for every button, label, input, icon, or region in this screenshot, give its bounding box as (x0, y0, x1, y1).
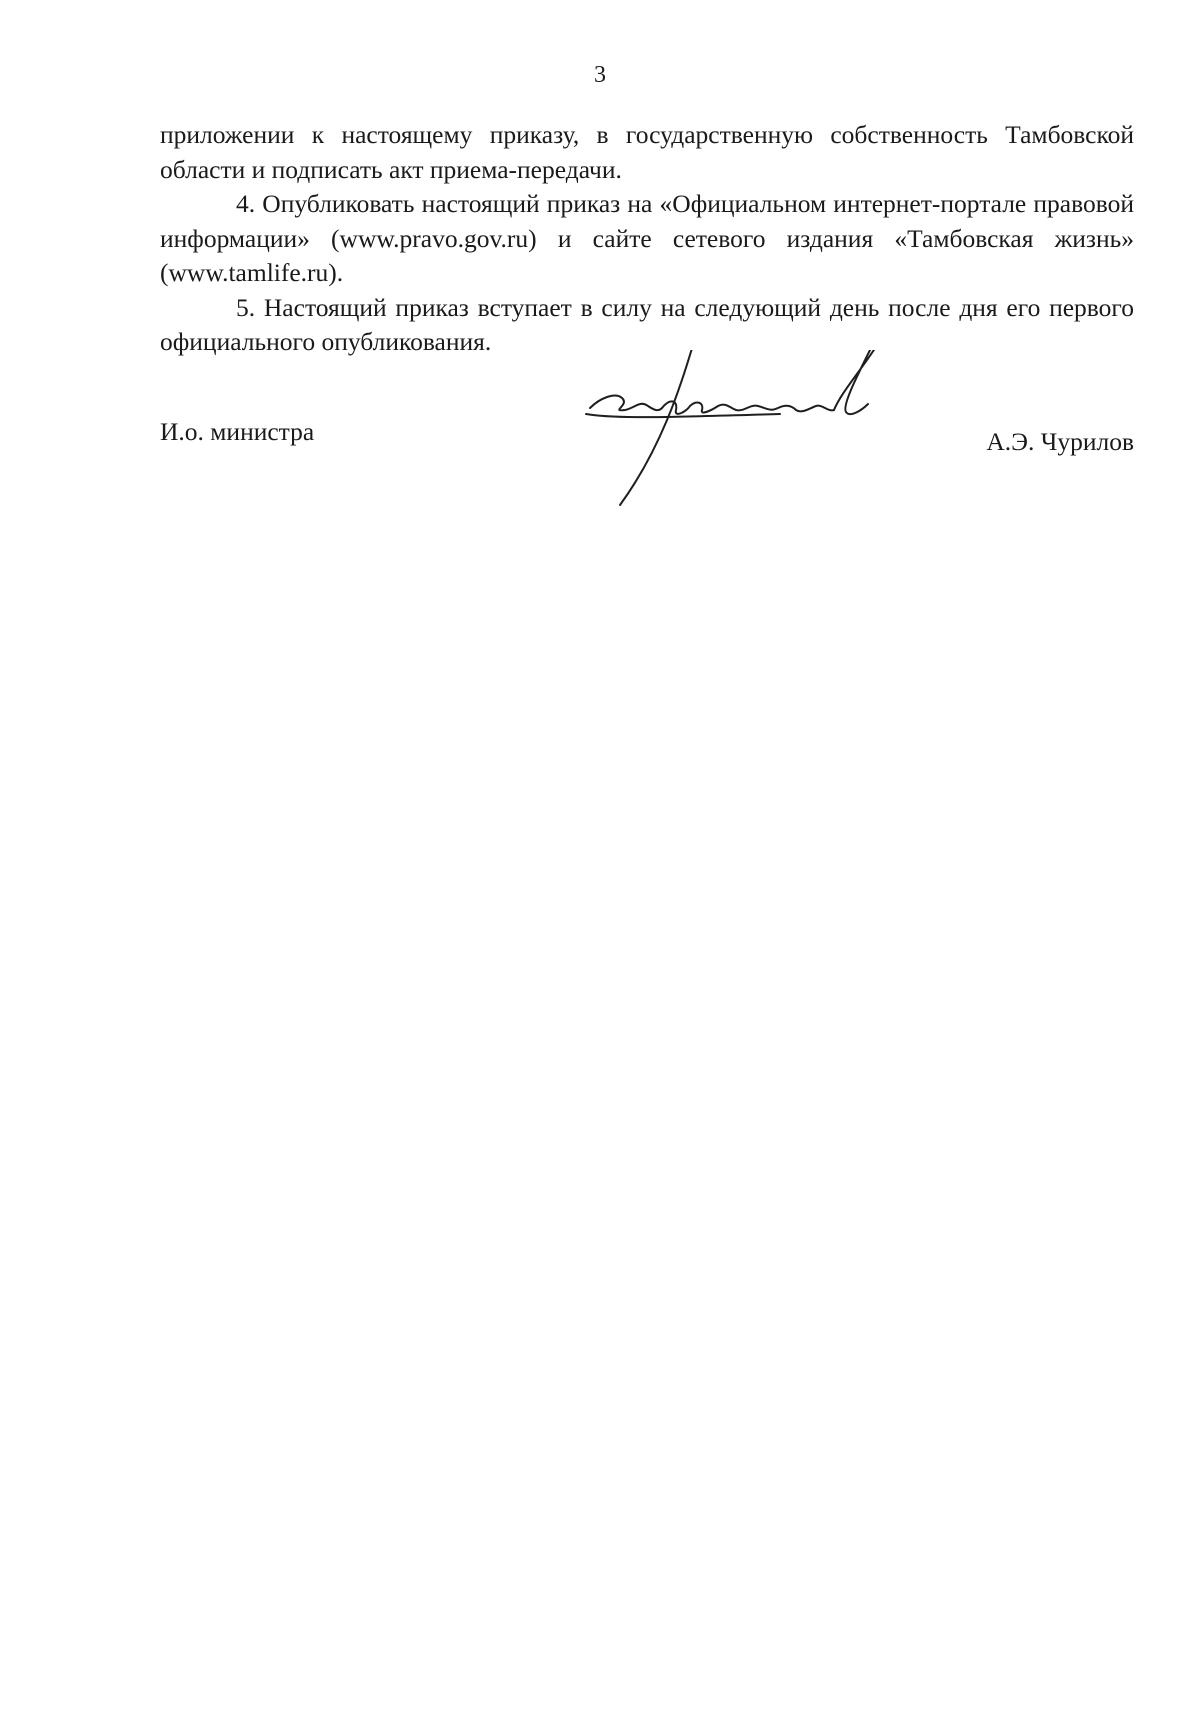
page-number: 3 (594, 62, 606, 88)
paragraph-item-5: 5. Настоящий приказ вступает в силу на следующий день после дня его первого официального опубликования. (160, 292, 1134, 356)
paragraph-continuation: приложении к настоящему приказу, в государственную собственность Тамбовской области и подписать акт приема-передачи. (160, 120, 1134, 184)
signature-block (160, 350, 1134, 510)
paragraph-item-4: 4. Опубликовать настоящий приказ на «Официальном интернет-портале правовой информации» (www.pravo.gov.ru) и сайте сетевого издания «Тамбовская жизнь» (www.tamlife.ru). (160, 189, 1134, 287)
document-body (160, 118, 1134, 360)
signer-name: А.Э. Чурилов (986, 427, 1134, 456)
handwritten-signature (580, 350, 920, 510)
signer-position: И.о. министра (160, 417, 315, 446)
